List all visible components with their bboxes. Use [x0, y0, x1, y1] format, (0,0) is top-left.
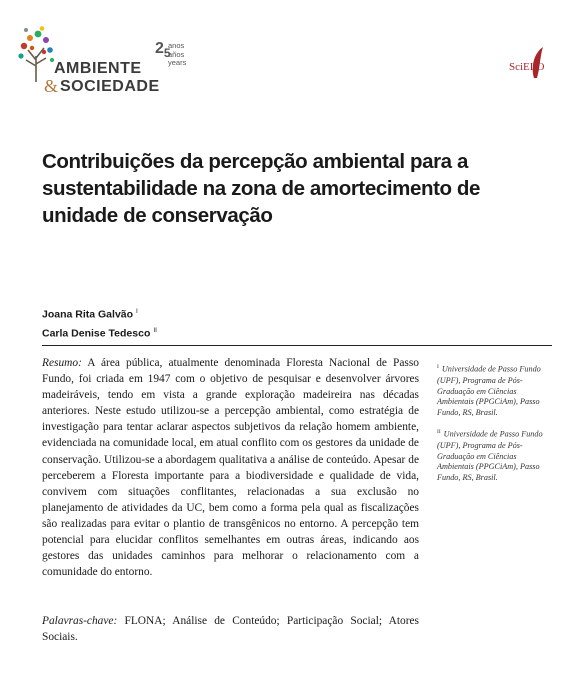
- keywords-label: Palavras-chave:: [42, 615, 118, 627]
- tree-logo-icon: [16, 26, 56, 82]
- journal-name-sociedade: SOCIEDADE: [60, 78, 160, 95]
- divider: [42, 345, 552, 346]
- keywords: [42, 613, 419, 645]
- anniversary-number: $2_5$: [155, 40, 171, 60]
- journal-logo: [14, 16, 187, 96]
- affiliation: $^{II}$ Universidade de Passo Fundo (UPF), Programa de Pós-Graduação em Ciências Ambientais (PPGCiAm), Passo Fundo, RS, Brasil.: [437, 429, 543, 483]
- author: Joana Rita Galvão $^I$: [42, 308, 138, 321]
- author-list: [42, 304, 342, 341]
- abstract-label: Resumo:: [42, 357, 82, 369]
- author: Carla Denise Tedesco $^{II}$: [42, 326, 157, 339]
- anniversary-text: anos años years: [168, 41, 187, 67]
- journal-name-ampersand: &: [44, 76, 59, 96]
- keywords-text: FLONA; Análise de Conteúdo; Participação Social; Atores Sociais.: [42, 615, 419, 644]
- journal-name-ambiente: AMBIENTE: [54, 60, 142, 77]
- article-title: Contribuições da percepção ambiental para a sustentabilidade na zona de amortecimento de unidade de conservação: [42, 150, 481, 227]
- abstract: [42, 355, 419, 580]
- scielo-logo: SciELO: [507, 44, 557, 80]
- affiliation: $^I$ Universidade de Passo Fundo (UPF), Programa de Pós-Graduação em Ciências Ambientais (PPGCiAm), Passo Fundo, RS, Brasil.: [437, 364, 541, 418]
- abstract-text: A área pública, atualmente denominada Floresta Nacional de Passo Fundo, foi criada em 1947 com o objetivo de pesquisar e desenvolver árvores madeiráveis, tendo em vista a grande exploração madeireira nas décadas anteriores. Neste estudo utilizou-se a percepção ambiental, como estratégia de investigação para tentar aclarar aspectos subjetivos da relação homem ambiente, evidenciada na comunidade local, em atual conflito com os gestores da unidade de conservação. Utilizou-se a abordagem qualitativa a análise de conteúdo. Apesar de perceberem a Floresta importante para a biodiversidade e qualidade de vida, convivem com situações conflitantes, relacionadas a sua exclusão no planejamento de atividades da UC, bem como a forma pela qual as fiscalizações são realizadas para evitar o plantio de transgênicos no entorno. A percepção tem potencial para elucidar conflitos semelhantes em outras áreas, indicando aos gestores das unidades caminhos para melhorar o relacionamento com a comunidade do entorno.: [42, 357, 419, 579]
